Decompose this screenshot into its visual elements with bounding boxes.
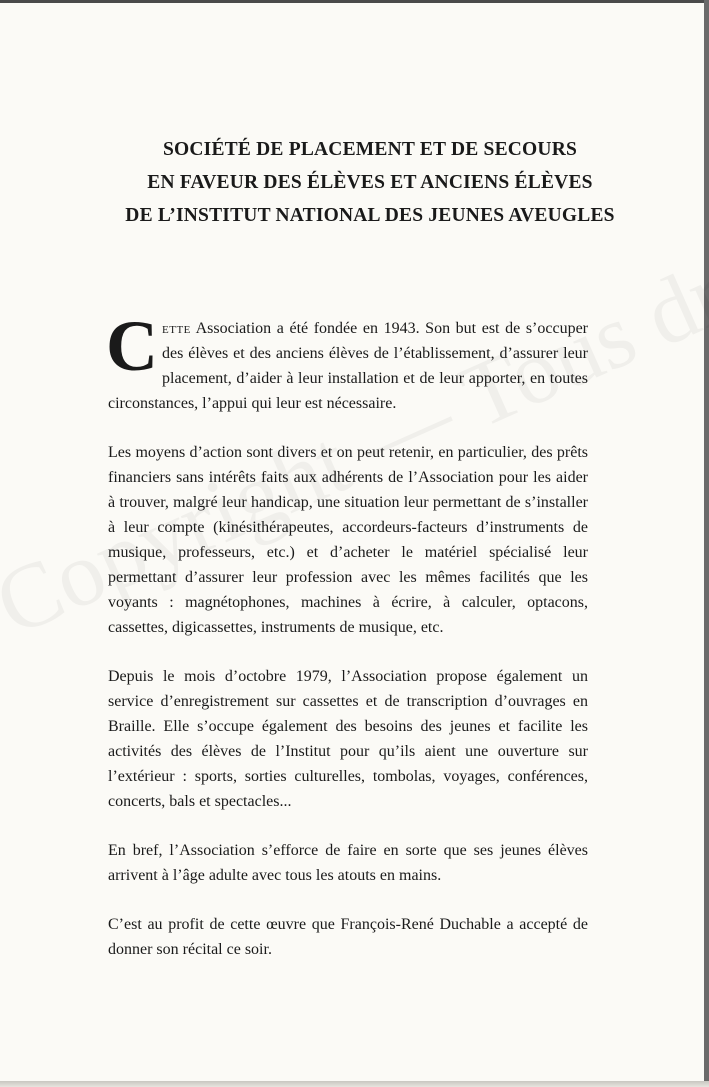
page-right-edge [704, 0, 709, 1087]
small-caps-lead: ette [162, 320, 191, 337]
page-top-edge [0, 0, 709, 3]
drop-cap: C [106, 306, 158, 386]
page-title [40, 133, 700, 232]
title-line-3: DE L’INSTITUT NATIONAL DES JEUNES AVEUGLES [125, 205, 615, 226]
paragraph-1-text: Association a été fondée en 1943. Son but est de s’occuper des élèves et des anciens élèves de l’établissement, d’assurer leur placement, d’aider à leur installation et de leur apporter, en toutes circonstances, l’appui qui leur est nécessaire. [108, 320, 588, 412]
paragraph-4: En bref, l’Association s’efforce de faire en sorte que ses jeunes élèves arrivent à l’âge adulte avec tous les atouts en mains. [108, 842, 588, 884]
title-line-1: SOCIÉTÉ DE PLACEMENT ET DE SECOURS [162, 139, 578, 160]
page-bottom-edge [0, 1081, 709, 1087]
paragraph-5: C’est au profit de cette œuvre que François-René Duchable a accepté de donner son récital ce soir. [108, 916, 588, 958]
title-line-2: EN FAVEUR DES ÉLÈVES ET ANCIENS ÉLÈVES [147, 172, 593, 193]
paragraph-3: Depuis le mois d’octobre 1979, l’Association propose également un service d’enregistrement sur cassettes et de transcription d’ouvrages en Braille. Elle s’occupe également des besoins des jeunes et facilite les activités des élèves de l’Institut pour qu’ils aient une ouverture sur l’extérieur : sports, sorties culturelles, tombolas, voyages, conférences, concerts, bals et spectacles... [108, 668, 588, 810]
paragraph-1 [106, 306, 588, 416]
paragraph-2: Les moyens d’action sont divers et on peut retenir, en particulier, des prêts financiers sans intérêts faits aux adhérents de l’Association pour les aider à trouver, malgré leur handicap, une situation leur permettant de s’installer à leur compte (kinésithérapeutes, accordeurs-facteurs d’instruments de musique, professeurs, etc.) et d’acheter le matériel spécialisé leur permettant d’assurer leur profession avec les mêmes facilités que les voyants : magnétophones, machines à écrire, à calculer, optacons, cassettes, digicassettes, instruments de musique, etc. [108, 444, 588, 636]
body-text [106, 306, 588, 986]
